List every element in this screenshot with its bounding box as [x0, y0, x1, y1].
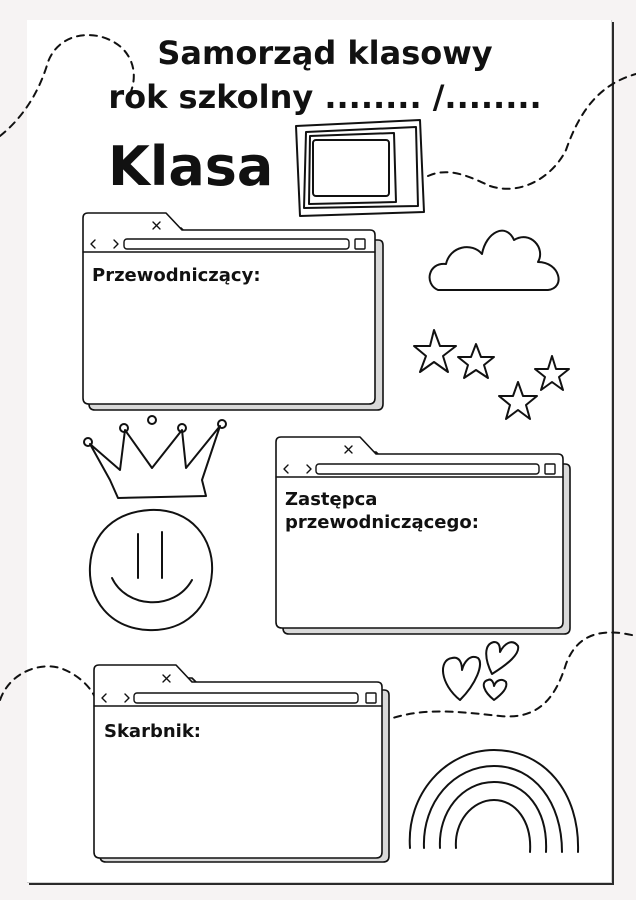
browser-window-vice-president — [276, 437, 570, 634]
heart-icon — [443, 642, 518, 700]
star-icon — [414, 330, 569, 419]
browser-window-president — [83, 213, 383, 410]
treasurer-label: Skarbnik: — [104, 721, 201, 742]
dashed-wave-bottom-left — [0, 666, 96, 700]
tv-frame-icon — [296, 120, 424, 216]
school-year-line: rok szkolny ........ /........ — [108, 78, 542, 116]
crown-icon — [84, 416, 226, 498]
cloud-icon — [430, 231, 559, 290]
class-label: Klasa — [108, 135, 274, 198]
smiley-icon — [90, 510, 212, 630]
president-label: Przewodniczący: — [92, 265, 261, 286]
browser-window-treasurer — [94, 665, 389, 862]
rainbow-icon — [410, 750, 578, 852]
page-title: Samorząd klasowy — [157, 34, 493, 72]
vice-president-label: Zastępca przewodniczącego: — [285, 489, 479, 533]
dashed-wave-bottom-right — [382, 632, 636, 722]
